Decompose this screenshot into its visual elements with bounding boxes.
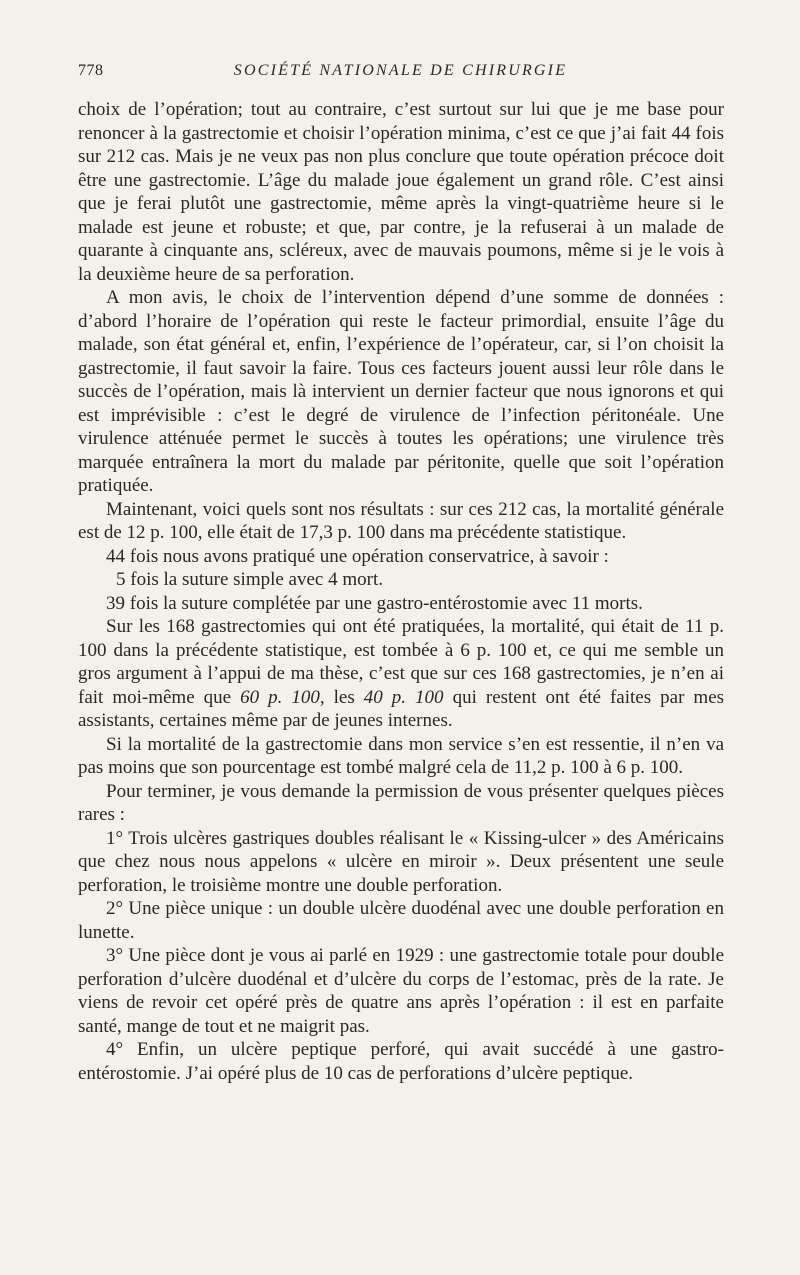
paragraph-12: 3° Une pièce dont je vous ai parlé en 1929 : une gastrectomie totale pour double perforation d’ulcère duodénal et d’ulcère du corps de l’estomac, près de la rate. Je viens de revoir cet opéré près de quatre ans après l’opération : il est en parfaite santé, mange de tout et ne maigrit pas. [78,945,724,1037]
paragraph-7-part-3: qui restent ont été faites par mes assistants, certaines même par de jeunes internes. [78,686,725,731]
paragraph-6: 39 fois la suture complétée par une gastro-entérostomie avec 11 morts. [106,592,643,614]
paragraph-3: Maintenant, voici quels sont nos résultats : sur ces 212 cas, la mortalité générale est de 12 p. 100, elle était de 17,3 p. 100 dans ma précédente statistique. [78,498,724,543]
paragraph-2: A mon avis, le choix de l’intervention dépend d’une somme de données : d’abord l’horaire de l’opération qui reste le facteur primordial, ensuite l’âge du malade, son état général et, enfin, l’expérience de l’opérateur, car, si l’on choisit la gastrectomie, il faut savoir la faire. Tous ces facteurs jouent aussi leur rôle dans le succès de l’opération, mais là intervient un dernier facteur que nous ignorons et qui est imprévisible : c’est le degré de virulence de l’infection péritonéale. Une virulence atténuée permet le succès à toutes les opérations; une virulence très marquée entraînera la mort du malade par péritonite, quelle que soit l’opération pratiquée. [78,287,724,496]
paragraph-8: Si la mortalité de la gastrectomie dans mon service s’en est ressentie, il n’en va pas moins que son pourcentage est tombé malgré cela de 11,2 p. 100 à 6 p. 100. [78,733,724,778]
paragraph-5: 5 fois la suture simple avec 4 mort. [116,569,383,590]
paragraph-1: choix de l’opération; tout au contraire, c’est surtout sur lui que je me base pour renoncer à la gastrectomie et choisir l’opération minima, c’est ce que j’ai fait 44 fois sur 212 cas. Mais je ne veux pas non plus conclure que toute opération précoce doit être une gastrectomie. L’âge du malade joue également un grand rôle. C’est ainsi que je ferai plutôt une gastrectomie, même après la vingt-quatrième heure si le malade est jeune et robuste; et que, par contre, je la refuserai à un malade de quarante à cinquante ans, scléreux, avec de mauvais poumons, même si je le vois à la deuxième heure de sa perforation. [78,99,724,285]
paragraph-4: 44 fois nous avons pratiqué une opération conservatrice, à savoir : [106,545,609,567]
paragraph-9: Pour terminer, je vous demande la permission de vous présenter quelques pièces rares : [78,780,724,825]
paragraph-13: 4° Enfin, un ulcère peptique perforé, qui avait succédé à une gastro-entérostomie. J’ai opéré plus de 10 cas de perforations d’ulcère peptique. [78,1039,724,1084]
paragraph-7-italic-2: 40 p. 100 [363,686,444,708]
paragraph-7 [78,615,724,733]
body-text [78,98,724,1085]
paragraph-7-italic-1: 60 p. 100 [240,686,320,708]
paragraph-7-part-2: , les [319,686,364,708]
paragraph-7-part-1: Sur les 168 gastrectomies qui ont été pratiquées, la mortalité, qui était de 11 p. 100 dans la précédente statistique, est tombée à 6 p. 100 et, ce qui me semble un gros argument à l’appui de ma thèse, c’est que sur ces 168 gastrectomies, je n’en ai fait moi-même que [78,616,724,708]
paragraph-10: 1° Trois ulcères gastriques doubles réalisant le « Kissing-ulcer » des Américains que chez nous nous appelons « ulcère en miroir ». Deux présentent une seule perforation, le troisième montre une double perforation. [78,827,724,896]
paragraph-11: 2° Une pièce unique : un double ulcère duodénal avec une double perforation en lunette. [78,898,724,943]
page-number: 778 [78,62,104,79]
running-title: SOCIÉTÉ NATIONALE DE CHIRURGIE [233,62,568,79]
page-header [78,62,723,86]
